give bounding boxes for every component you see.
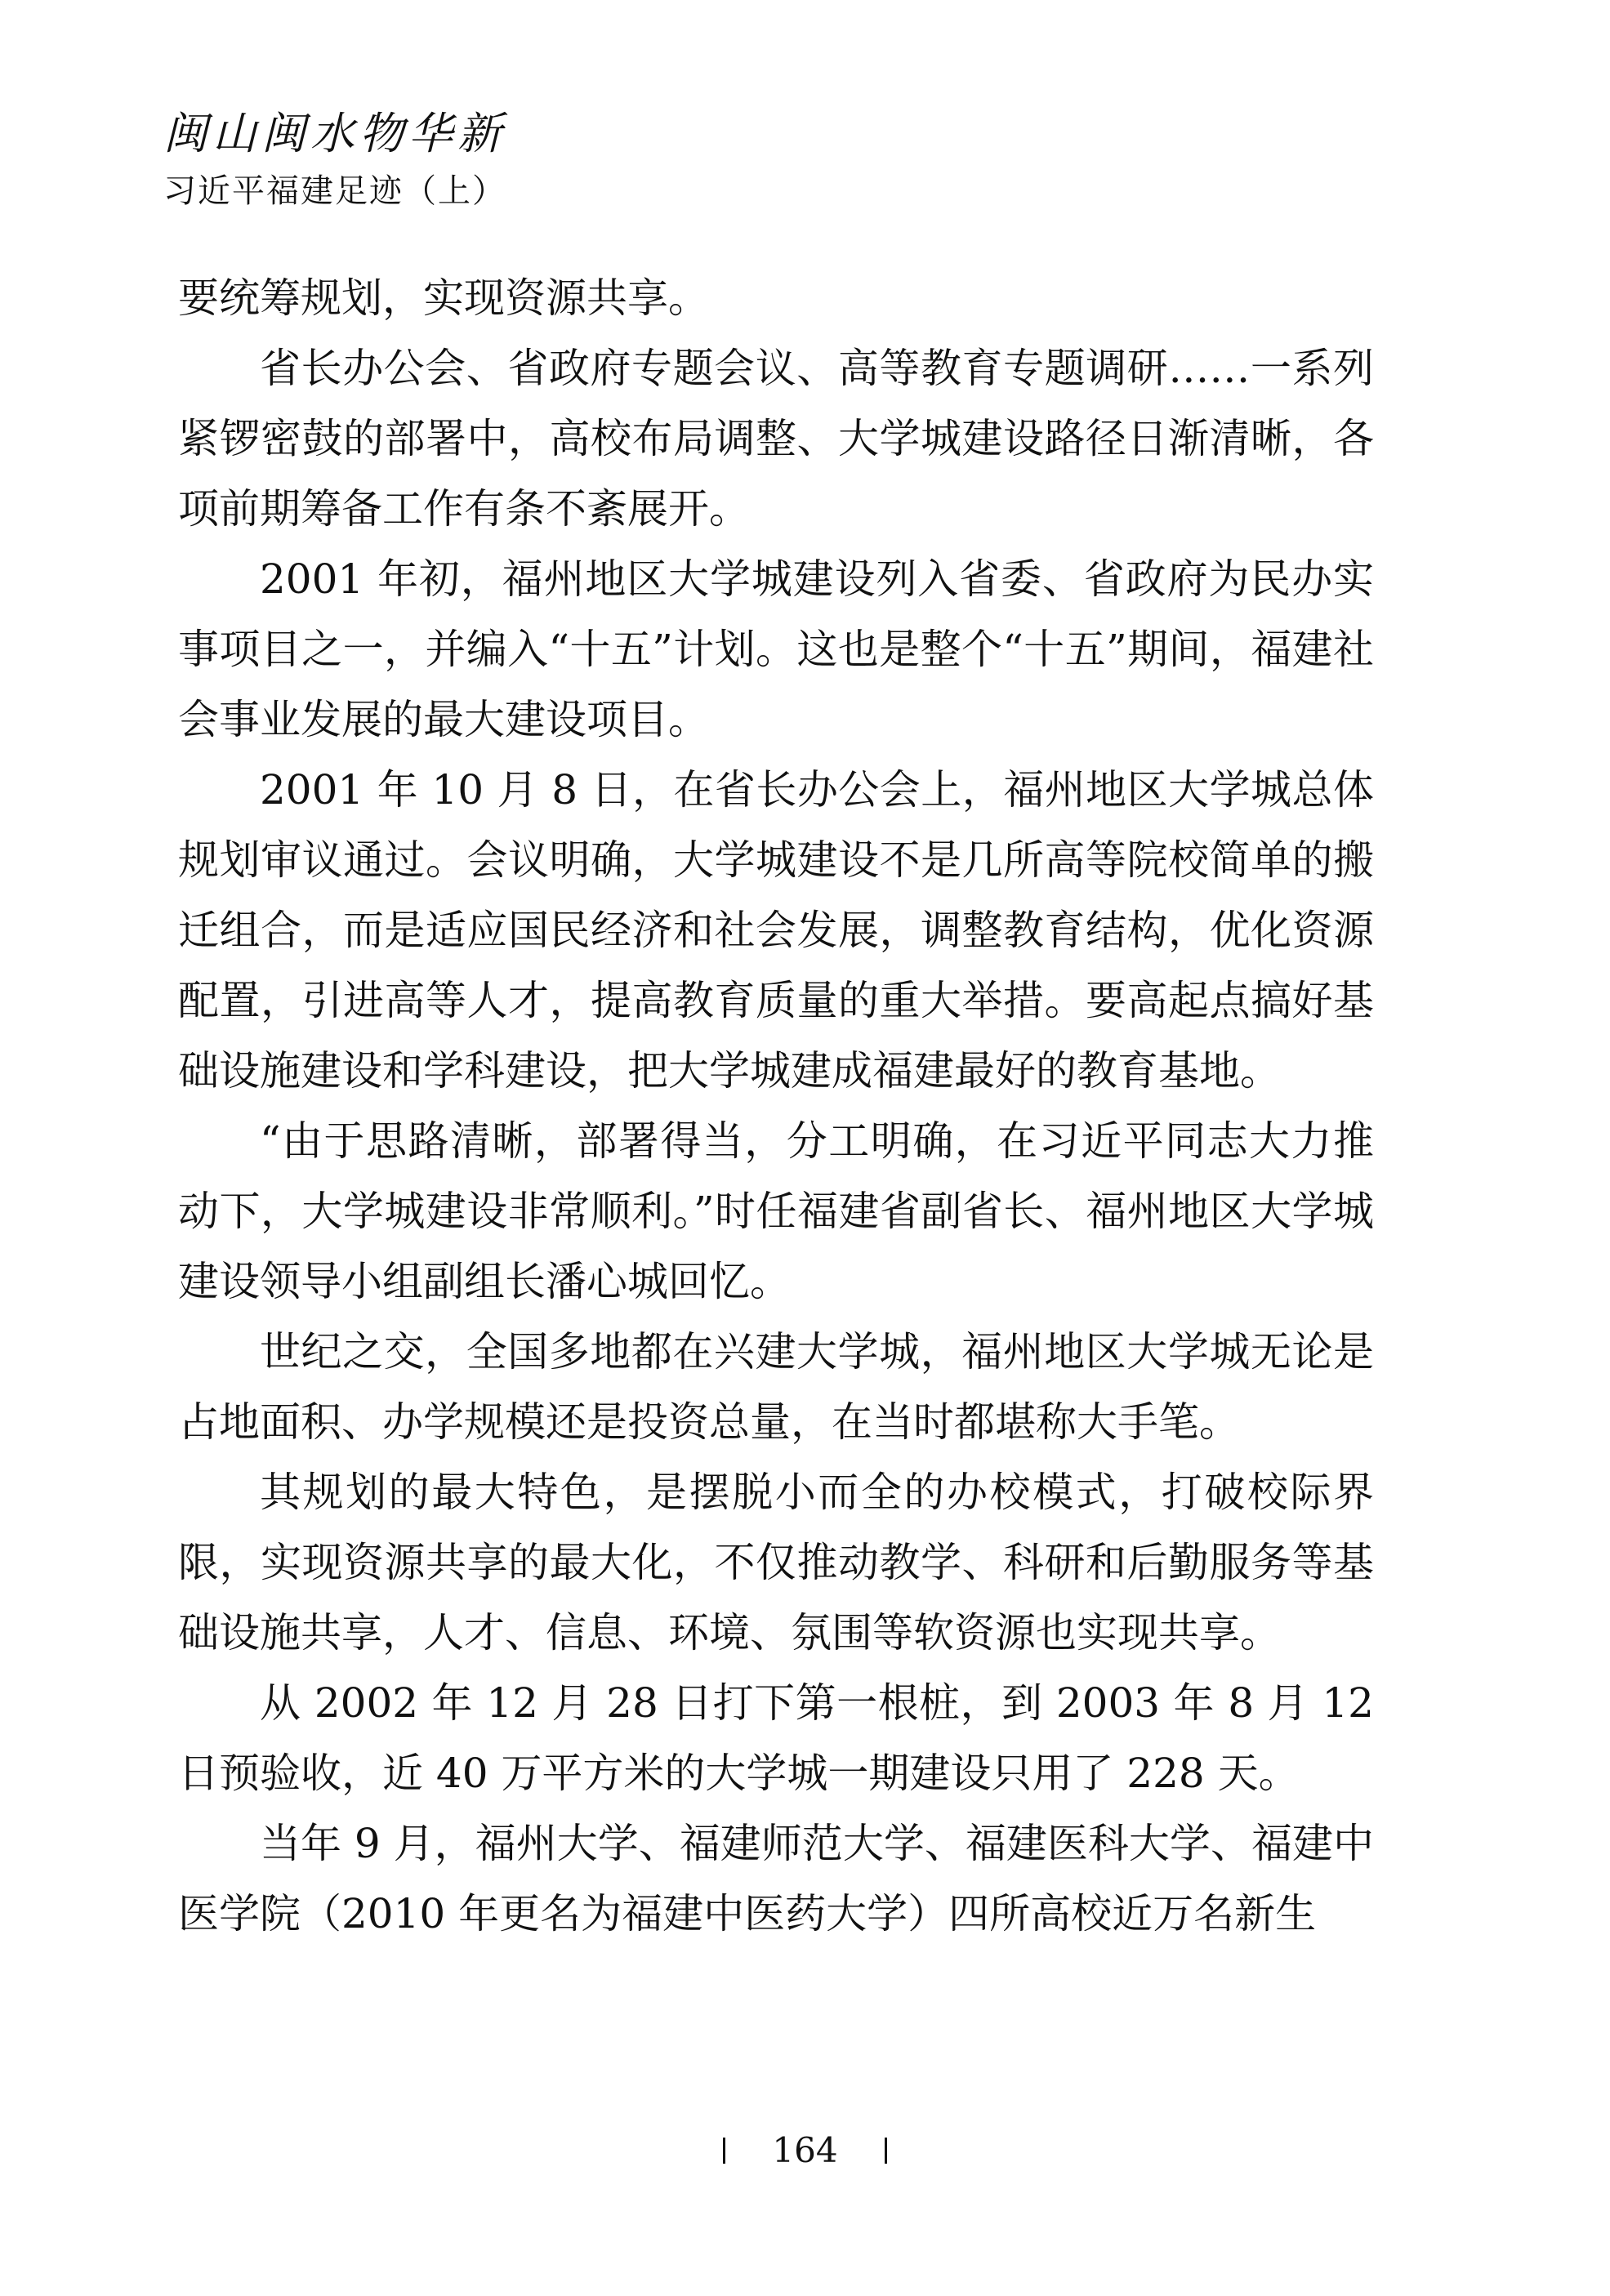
paragraph: 省长办公会、省政府专题会议、高等教育专题调研……一系列紧锣密鼓的部署中，高校布局调整、大学城建设路径日渐清晰，各项前期筹备工作有条不紊展开。 bbox=[178, 345, 1374, 533]
paragraph: 要统筹规划，实现资源共享。 bbox=[178, 274, 709, 322]
book-title: 习近平福建足迹（上） bbox=[163, 172, 506, 210]
page-footer bbox=[0, 2124, 1610, 2175]
paragraph: 2001 年初，福州地区大学城建设列入省委、省政府为民办实事项目之一，并编入“十五”计划。这也是整个“十五”期间，福建社会事业发展的最大建设项目。 bbox=[178, 555, 1374, 743]
paragraph: 当年 9 月，福州大学、福建师范大学、福建医科大学、福建中医学院（2010 年更名为福建中医药大学）四所高校近万名新生 bbox=[178, 1820, 1374, 1937]
paragraph: 从 2002 年 12 月 28 日打下第一根桩，到 2003 年 8 月 12 日预验收，近 40 万平方米的大学城一期建设只用了 228 天。 bbox=[178, 1679, 1374, 1797]
paragraph: 世纪之交，全国多地都在兴建大学城，福州地区大学城无论是占地面积、办学规模还是投资总量，在当时都堪称大手笔。 bbox=[178, 1328, 1374, 1446]
paragraph: 2001 年 10 月 8 日，在省长办公会上，福州地区大学城总体规划审议通过。会议明确，大学城建设不是几所高等院校简单的搬迁组合，而是适应国民经济和社会发展，调整教育结构，优化资源配置，引进高等人才，提高教育质量的重大举措。要高起点搞好基础设施建设和学科建设，把大学城建成福建最好的教育基地。 bbox=[178, 766, 1374, 1095]
paragraph: 其规划的最大特色，是摆脱小而全的办校模式，打破校际界限，实现资源共享的最大化，不仅推动教学、科研和后勤服务等基础设施共享，人才、信息、环境、氛围等软资源也实现共享。 bbox=[178, 1469, 1374, 1656]
paragraph: “由于思路清晰，部署得当，分工明确，在习近平同志大力推动下，大学城建设非常顺利。”时任福建省副省长、福州地区大学城建设领导小组副组长潘心城回忆。 bbox=[178, 1117, 1374, 1305]
running-header bbox=[163, 105, 1389, 214]
page-number-left-bar bbox=[723, 2138, 725, 2164]
series-title: 闽山闽水物华新 bbox=[163, 108, 506, 159]
body-text bbox=[178, 263, 1374, 1949]
page-number-right-bar bbox=[885, 2138, 887, 2164]
page-number: 164 bbox=[772, 2130, 838, 2170]
